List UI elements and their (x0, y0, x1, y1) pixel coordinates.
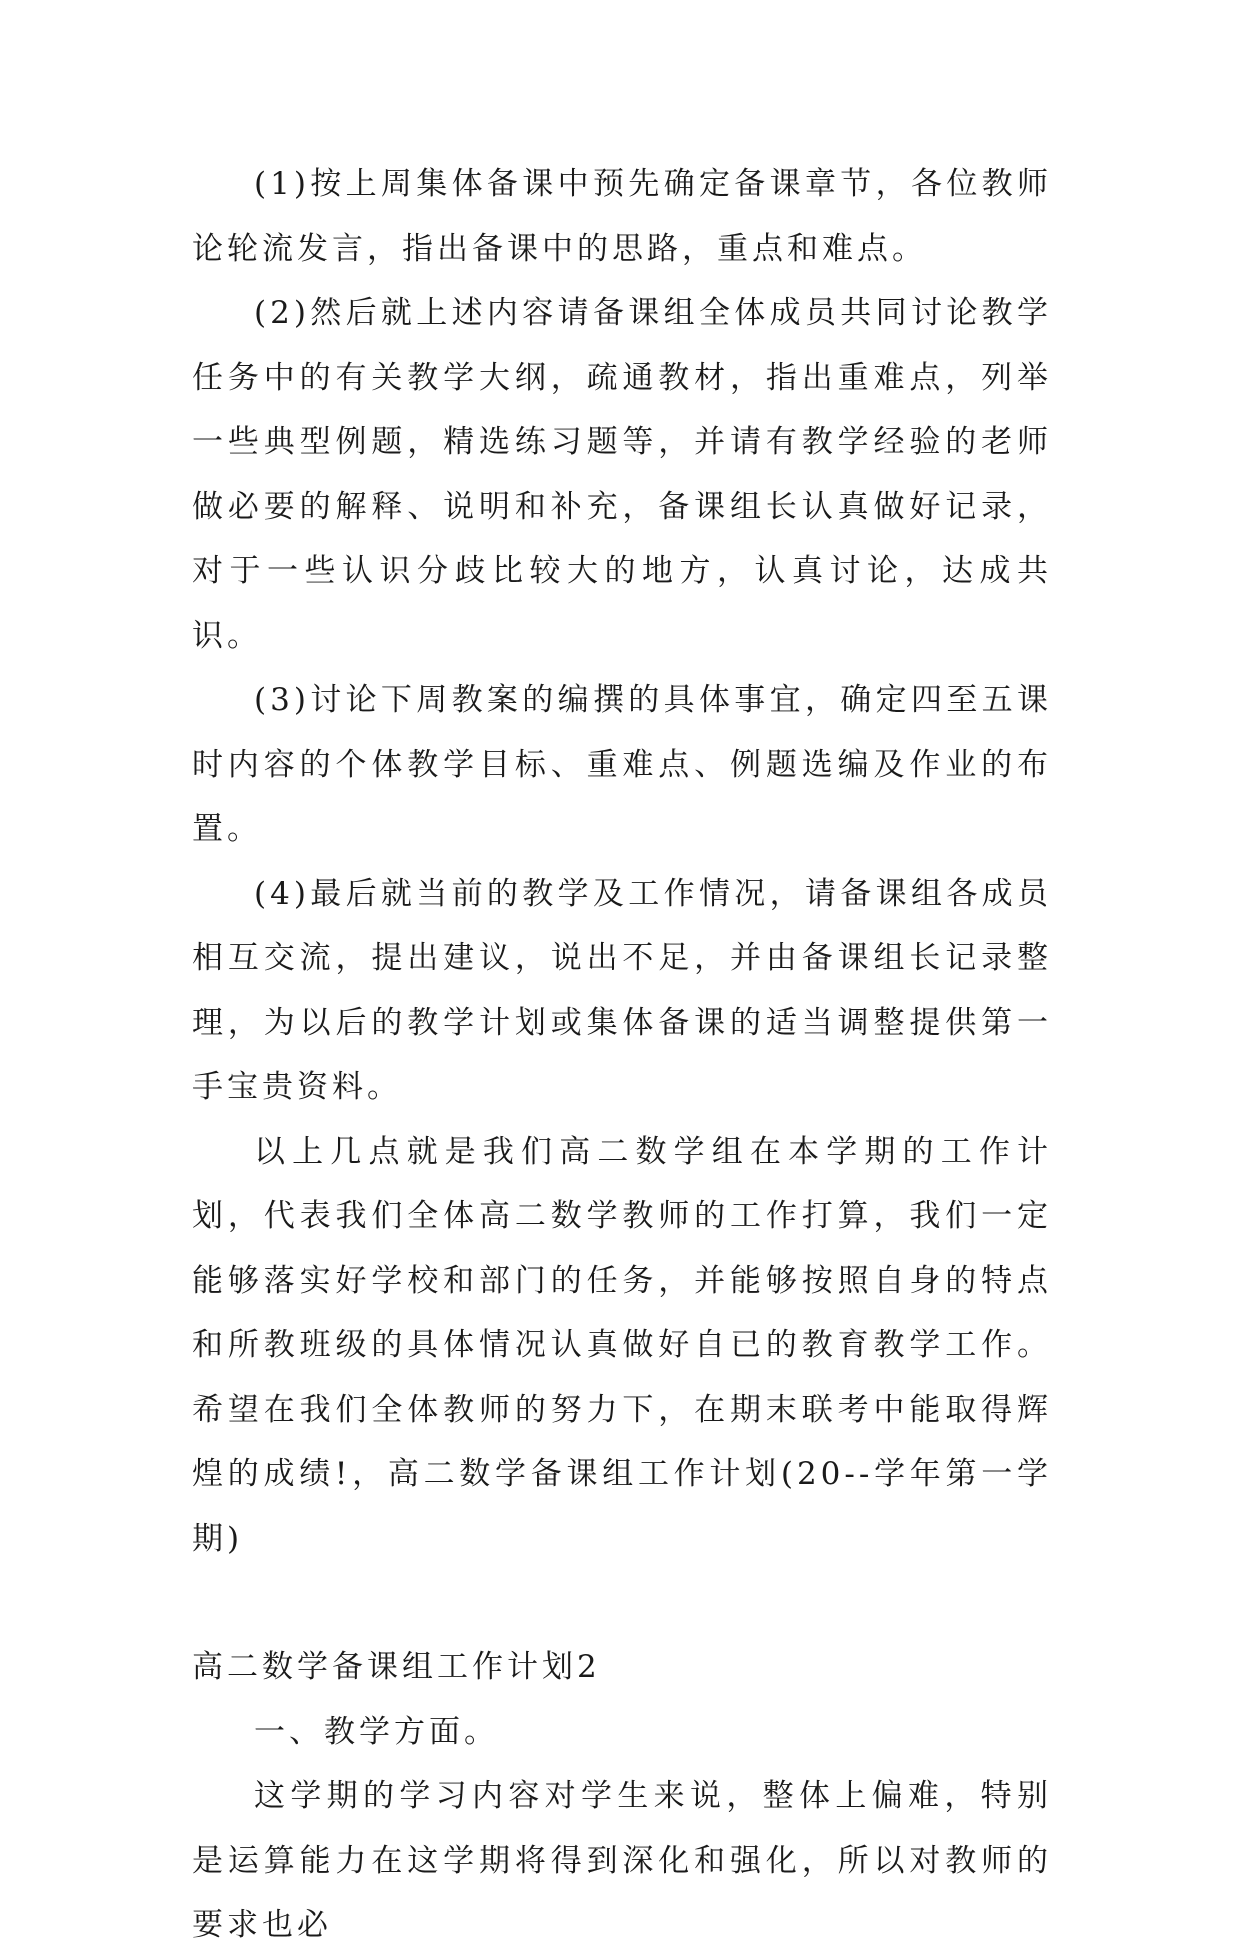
section-subheading: 一、教学方面。 (254, 1713, 499, 1750)
section-title: 高二数学备课组工作计划2 (192, 1649, 601, 1685)
document-body (192, 152, 1052, 1958)
paragraph-item-1: (1)按上周集体备课中预先确定备课章节，各位教师论轮流发言，指出备课中的思路，重点和难点。 (192, 166, 1052, 267)
paragraph-item-2: (2)然后就上述内容请备课组全体成员共同讨论教学任务中的有关教学大纲，疏通教材，指出重难点，列举一些典型例题，精选练习题等，并请有教学经验的老师做必要的解释、说明和补充，备课组长认真做好记录，对于一些认识分歧比较大的地方，认真讨论，达成共识。 (192, 295, 1052, 654)
paragraph-item-4: (4)最后就当前的教学及工作情况，请备课组各成员相互交流，提出建议，说出不足，并由备课组长记录整理，为以后的教学计划或集体备课的适当调整提供第一手宝贵资料。 (192, 875, 1052, 1105)
paragraph-summary: 以上几点就是我们高二数学组在本学期的工作计划，代表我们全体高二数学教师的工作打算，我们一定能够落实好学校和部门的任务，并能够按照自身的特点和所教班级的具体情况认真做好自已的教育教学工作。希望在我们全体教师的努力下，在期末联考中能取得辉煌的成绩!，高二数学备课组工作计划(20--学年第一学期) (192, 1133, 1052, 1557)
section-paragraph: 这学期的学习内容对学生来说，整体上偏难，特别是运算能力在这学期将得到深化和强化，所以对教师的要求也必 (192, 1778, 1052, 1943)
paragraph-item-3: (3)讨论下周教案的编撰的具体事宜，确定四至五课时内容的个体教学目标、重难点、例题选编及作业的布置。 (192, 682, 1052, 847)
